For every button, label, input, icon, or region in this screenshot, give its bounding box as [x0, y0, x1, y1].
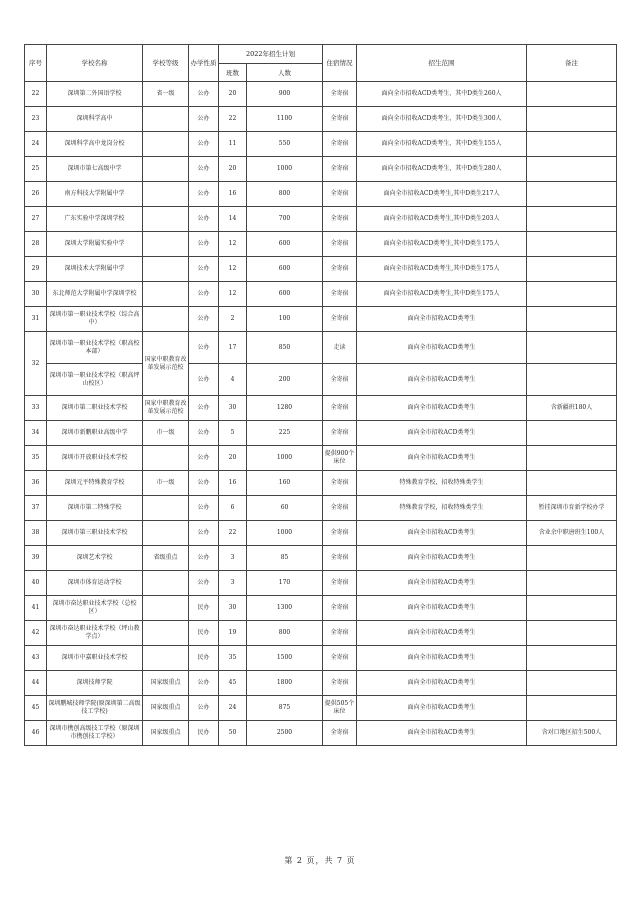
cell-seq: 45 [25, 696, 47, 721]
cell-remark [527, 182, 617, 207]
cell-people: 225 [247, 421, 323, 446]
table-row [25, 571, 617, 596]
header-people: 人数 [247, 64, 323, 82]
cell-level [143, 207, 189, 232]
table-row [25, 521, 617, 546]
cell-boarding: 全寄宿 [323, 82, 357, 107]
cell-nature: 公办 [189, 207, 219, 232]
cell-seq: 44 [25, 671, 47, 696]
header-nature: 办学性质 [189, 45, 219, 82]
cell-level: 国家级重点 [143, 671, 189, 696]
cell-school: 东北师范大学附属中学深圳学校 [47, 282, 143, 307]
cell-nature: 公办 [189, 82, 219, 107]
table-row [25, 646, 617, 671]
cell-people: 85 [247, 546, 323, 571]
cell-people: 1800 [247, 671, 323, 696]
cell-boarding: 全寄宿 [323, 307, 357, 332]
cell-scope: 面向全市招收ACD类考生 [357, 721, 527, 746]
cell-people: 170 [247, 571, 323, 596]
cell-classes: 4 [219, 364, 247, 396]
table-row [25, 671, 617, 696]
cell-boarding: 全寄宿 [323, 521, 357, 546]
cell-remark [527, 364, 617, 396]
cell-people: 850 [247, 332, 323, 364]
table-row [25, 721, 617, 746]
cell-remark [527, 282, 617, 307]
table-row [25, 282, 617, 307]
header-classes: 班数 [219, 64, 247, 82]
cell-people: 900 [247, 82, 323, 107]
cell-classes: 20 [219, 82, 247, 107]
cell-people: 600 [247, 232, 323, 257]
cell-remark [527, 107, 617, 132]
cell-remark [527, 421, 617, 446]
cell-scope: 面向全市招收ACD类考生 [357, 621, 527, 646]
cell-seq: 35 [25, 446, 47, 471]
cell-school: 深圳市新鹏职业高级中学 [47, 421, 143, 446]
cell-boarding: 全寄宿 [323, 571, 357, 596]
cell-scope: 面向全市招收ACD类考生，其中D类生155人 [357, 132, 527, 157]
cell-school: 深圳市第七高级中学 [47, 157, 143, 182]
cell-nature: 公办 [189, 307, 219, 332]
cell-classes: 50 [219, 721, 247, 746]
table-row [25, 157, 617, 182]
cell-remark: 含业余中职唐班生100人 [527, 521, 617, 546]
cell-classes: 14 [219, 207, 247, 232]
cell-nature: 公办 [189, 232, 219, 257]
cell-scope: 面向全市招收ACD类考生 [357, 364, 527, 396]
cell-classes: 22 [219, 521, 247, 546]
table-row [25, 332, 617, 364]
cell-nature: 公办 [189, 282, 219, 307]
cell-seq: 25 [25, 157, 47, 182]
cell-seq: 32 [25, 332, 47, 396]
cell-scope: 面向全市招收ACD类考生,其中D类生217人 [357, 182, 527, 207]
cell-school: 深圳市第一职业技术学校（综合高中） [47, 307, 143, 332]
cell-remark [527, 207, 617, 232]
cell-nature: 公办 [189, 446, 219, 471]
cell-nature: 公办 [189, 696, 219, 721]
cell-remark [527, 546, 617, 571]
cell-level [143, 446, 189, 471]
cell-people: 600 [247, 282, 323, 307]
cell-school: 深圳市体育运动学校 [47, 571, 143, 596]
table-row [25, 621, 617, 646]
cell-school: 深圳市第三职业技术学校 [47, 521, 143, 546]
cell-nature: 公办 [189, 571, 219, 596]
cell-seq: 30 [25, 282, 47, 307]
cell-people: 600 [247, 257, 323, 282]
cell-seq: 34 [25, 421, 47, 446]
cell-school: 深圳大学附属实验中学 [47, 232, 143, 257]
cell-boarding: 全寄宿 [323, 721, 357, 746]
cell-scope: 面向全市招收ACD类考生 [357, 332, 527, 364]
table-row [25, 182, 617, 207]
cell-seq: 42 [25, 621, 47, 646]
cell-boarding: 全寄宿 [323, 257, 357, 282]
cell-boarding: 提供505个床位 [323, 696, 357, 721]
cell-school: 深圳市第二职业技术学校 [47, 396, 143, 421]
cell-seq: 46 [25, 721, 47, 746]
cell-classes: 12 [219, 232, 247, 257]
cell-remark [527, 132, 617, 157]
header-scope: 招生范围 [357, 45, 527, 82]
cell-scope: 面向全市招收ACD类考生 [357, 546, 527, 571]
cell-nature: 公办 [189, 132, 219, 157]
cell-remark [527, 82, 617, 107]
cell-remark [527, 157, 617, 182]
cell-seq: 43 [25, 646, 47, 671]
cell-people: 60 [247, 496, 323, 521]
cell-nature: 民办 [189, 646, 219, 671]
cell-classes: 20 [219, 446, 247, 471]
cell-remark [527, 307, 617, 332]
cell-school: 深圳市第二特殊学校 [47, 496, 143, 521]
cell-scope: 面向全市招收ACD类考生 [357, 671, 527, 696]
cell-people: 550 [247, 132, 323, 157]
cell-nature: 公办 [189, 107, 219, 132]
cell-remark [527, 332, 617, 364]
cell-remark [527, 257, 617, 282]
cell-remark [527, 646, 617, 671]
cell-boarding: 全寄宿 [323, 207, 357, 232]
cell-level [143, 646, 189, 671]
table-row [25, 396, 617, 421]
cell-people: 800 [247, 182, 323, 207]
cell-scope: 面向全市招收ACD类考生 [357, 421, 527, 446]
table-row [25, 107, 617, 132]
cell-people: 1000 [247, 446, 323, 471]
cell-classes: 24 [219, 696, 247, 721]
cell-classes: 3 [219, 571, 247, 596]
cell-nature: 公办 [189, 332, 219, 364]
header-seq: 序号 [25, 45, 47, 82]
cell-level [143, 107, 189, 132]
cell-scope: 面向全市招收ACD类考生 [357, 571, 527, 596]
cell-school: 深圳市第一职业技术学校（职高校本部） [47, 332, 143, 364]
cell-classes: 11 [219, 132, 247, 157]
cell-level: 省级重点 [143, 546, 189, 571]
cell-scope: 面向全市招收ACD类考生，其中D类生280人 [357, 157, 527, 182]
cell-school: 深圳科学高中龙岗分校 [47, 132, 143, 157]
cell-people: 1100 [247, 107, 323, 132]
cell-boarding: 全寄宿 [323, 364, 357, 396]
cell-level: 市一级 [143, 421, 189, 446]
cell-people: 875 [247, 696, 323, 721]
cell-school: 深圳技师学院 [47, 671, 143, 696]
table-row [25, 696, 617, 721]
cell-remark [527, 571, 617, 596]
cell-level [143, 182, 189, 207]
cell-nature: 公办 [189, 157, 219, 182]
cell-people: 1300 [247, 596, 323, 621]
cell-remark [527, 621, 617, 646]
cell-classes: 20 [219, 157, 247, 182]
header-school: 学校名称 [47, 45, 143, 82]
cell-scope: 特殊教育学校，招收特殊类学生 [357, 471, 527, 496]
cell-level: 国家级重点 [143, 721, 189, 746]
cell-boarding: 全寄宿 [323, 107, 357, 132]
cell-school: 深圳技术大学附属中学 [47, 257, 143, 282]
cell-nature: 公办 [189, 257, 219, 282]
cell-nature: 公办 [189, 671, 219, 696]
cell-remark [527, 232, 617, 257]
cell-nature: 公办 [189, 546, 219, 571]
header-level: 学校等级 [143, 45, 189, 82]
cell-seq: 40 [25, 571, 47, 596]
cell-classes: 45 [219, 671, 247, 696]
cell-people: 200 [247, 364, 323, 396]
table-row [25, 307, 617, 332]
cell-school: 深圳市奋达职业技术学校（坪山教学点） [47, 621, 143, 646]
cell-level [143, 307, 189, 332]
cell-people: 800 [247, 621, 323, 646]
cell-scope: 面向全市招收ACD类考生,其中D类生175人 [357, 257, 527, 282]
cell-school: 深圳第二外国语学校 [47, 82, 143, 107]
cell-people: 2500 [247, 721, 323, 746]
cell-school: 深圳市中嘉职业技术学校 [47, 646, 143, 671]
cell-people: 700 [247, 207, 323, 232]
cell-scope: 面向全市招收ACD类考生 [357, 307, 527, 332]
cell-nature: 公办 [189, 182, 219, 207]
cell-boarding: 提供900个床位 [323, 446, 357, 471]
cell-level [143, 496, 189, 521]
cell-people: 1280 [247, 396, 323, 421]
cell-remark [527, 446, 617, 471]
cell-seq: 23 [25, 107, 47, 132]
header-boarding: 住宿情况 [323, 45, 357, 82]
cell-level [143, 621, 189, 646]
cell-remark [527, 596, 617, 621]
cell-scope: 面向全市招收ACD类考生 [357, 696, 527, 721]
cell-scope: 面向全市招收ACD类考生 [357, 521, 527, 546]
cell-classes: 30 [219, 396, 247, 421]
cell-boarding: 走读 [323, 332, 357, 364]
cell-scope: 面向全市招收ACD类考生,其中D类生175人 [357, 232, 527, 257]
cell-scope: 面向全市招收ACD类考生 [357, 596, 527, 621]
cell-level [143, 282, 189, 307]
table-row [25, 82, 617, 107]
cell-boarding: 全寄宿 [323, 157, 357, 182]
cell-seq: 41 [25, 596, 47, 621]
cell-level [143, 521, 189, 546]
cell-people: 1000 [247, 157, 323, 182]
cell-remark [527, 696, 617, 721]
cell-people: 100 [247, 307, 323, 332]
header-remark: 备注 [527, 45, 617, 82]
cell-scope: 面向全市招收ACD类考生，其中D类生300人 [357, 107, 527, 132]
cell-seq: 31 [25, 307, 47, 332]
header-plan: 2022年招生计划 [219, 45, 323, 64]
cell-seq: 36 [25, 471, 47, 496]
cell-scope: 面向全市招收ACD类考生 [357, 646, 527, 671]
cell-level [143, 571, 189, 596]
cell-boarding: 全寄宿 [323, 132, 357, 157]
cell-classes: 19 [219, 621, 247, 646]
cell-nature: 公办 [189, 421, 219, 446]
cell-school: 深圳市开放职业技术学校 [47, 446, 143, 471]
cell-people: 1000 [247, 521, 323, 546]
cell-seq: 24 [25, 132, 47, 157]
cell-level: 市一级 [143, 471, 189, 496]
page-footer: 第 2 页，共 7 页 [284, 856, 356, 865]
cell-classes: 12 [219, 282, 247, 307]
table-row [25, 232, 617, 257]
cell-nature: 公办 [189, 364, 219, 396]
cell-people: 160 [247, 471, 323, 496]
cell-school: 深圳元平特殊教育学校 [47, 471, 143, 496]
cell-school: 深圳艺术学校 [47, 546, 143, 571]
cell-nature: 民办 [189, 621, 219, 646]
cell-seq: 37 [25, 496, 47, 521]
table-row [25, 596, 617, 621]
cell-classes: 3 [219, 546, 247, 571]
cell-level: 省一级 [143, 82, 189, 107]
cell-classes: 5 [219, 421, 247, 446]
cell-seq: 28 [25, 232, 47, 257]
table-row [25, 421, 617, 446]
cell-people: 1500 [247, 646, 323, 671]
cell-boarding: 全寄宿 [323, 471, 357, 496]
cell-boarding: 全寄宿 [323, 282, 357, 307]
table-row [25, 446, 617, 471]
cell-nature: 公办 [189, 471, 219, 496]
cell-boarding: 全寄宿 [323, 621, 357, 646]
table-row [25, 207, 617, 232]
cell-boarding: 全寄宿 [323, 546, 357, 571]
cell-scope: 特殊教育学校，招收特殊类学生 [357, 496, 527, 521]
cell-classes: 35 [219, 646, 247, 671]
cell-level: 国家中职教育改革发展示范校 [143, 332, 189, 396]
table-row [25, 257, 617, 282]
cell-remark [527, 471, 617, 496]
cell-school: 南方科技大学附属中学 [47, 182, 143, 207]
cell-boarding: 全寄宿 [323, 496, 357, 521]
cell-remark [527, 671, 617, 696]
cell-school: 广东实验中学深圳学校 [47, 207, 143, 232]
cell-remark: 暂挂深圳市育新学校办学 [527, 496, 617, 521]
cell-nature: 公办 [189, 496, 219, 521]
cell-school: 深圳市第一职业技术学校（职高坪山校区） [47, 364, 143, 396]
cell-boarding: 全寄宿 [323, 596, 357, 621]
cell-boarding: 全寄宿 [323, 232, 357, 257]
cell-classes: 17 [219, 332, 247, 364]
cell-level [143, 257, 189, 282]
cell-classes: 2 [219, 307, 247, 332]
cell-classes: 22 [219, 107, 247, 132]
table-row [25, 132, 617, 157]
cell-boarding: 全寄宿 [323, 646, 357, 671]
cell-level [143, 157, 189, 182]
table-row [25, 471, 617, 496]
enrollment-table [24, 44, 617, 746]
cell-school: 深圳市携创高级技工学校（原深圳市携创技工学校） [47, 721, 143, 746]
cell-school: 深圳科学高中 [47, 107, 143, 132]
cell-level [143, 232, 189, 257]
cell-seq: 39 [25, 546, 47, 571]
cell-nature: 公办 [189, 521, 219, 546]
cell-level: 国家级重点 [143, 696, 189, 721]
cell-seq: 33 [25, 396, 47, 421]
cell-scope: 面向全市招收ACD类考生，其中D类生260人 [357, 82, 527, 107]
cell-nature: 民办 [189, 596, 219, 621]
cell-level: 国家中职教育改革发展示范校 [143, 396, 189, 421]
cell-level [143, 596, 189, 621]
cell-boarding: 全寄宿 [323, 396, 357, 421]
cell-scope: 面向全市招收ACD类考生 [357, 446, 527, 471]
table-row [25, 364, 617, 396]
cell-seq: 29 [25, 257, 47, 282]
cell-classes: 30 [219, 596, 247, 621]
cell-school: 深圳市奋达职业技术学校（总校区） [47, 596, 143, 621]
cell-nature: 公办 [189, 396, 219, 421]
cell-nature: 民办 [189, 721, 219, 746]
cell-school: 深圳鹏城技师学院(原深圳第二高级技工学校) [47, 696, 143, 721]
table-row [25, 496, 617, 521]
cell-level [143, 132, 189, 157]
table-row [25, 546, 617, 571]
cell-remark: 含对口地区招生500人 [527, 721, 617, 746]
cell-classes: 6 [219, 496, 247, 521]
cell-scope: 面向全市招收ACD类考生,其中D类生175人 [357, 282, 527, 307]
cell-scope: 面向全市招收ACD类考生 [357, 396, 527, 421]
cell-seq: 26 [25, 182, 47, 207]
cell-classes: 16 [219, 182, 247, 207]
cell-boarding: 全寄宿 [323, 421, 357, 446]
cell-remark: 含新疆班180人 [527, 396, 617, 421]
cell-boarding: 全寄宿 [323, 671, 357, 696]
cell-seq: 22 [25, 82, 47, 107]
cell-boarding: 全寄宿 [323, 182, 357, 207]
cell-classes: 12 [219, 257, 247, 282]
cell-scope: 面向全市招收ACD类考生,其中D类生203人 [357, 207, 527, 232]
cell-seq: 38 [25, 521, 47, 546]
cell-seq: 27 [25, 207, 47, 232]
cell-classes: 16 [219, 471, 247, 496]
